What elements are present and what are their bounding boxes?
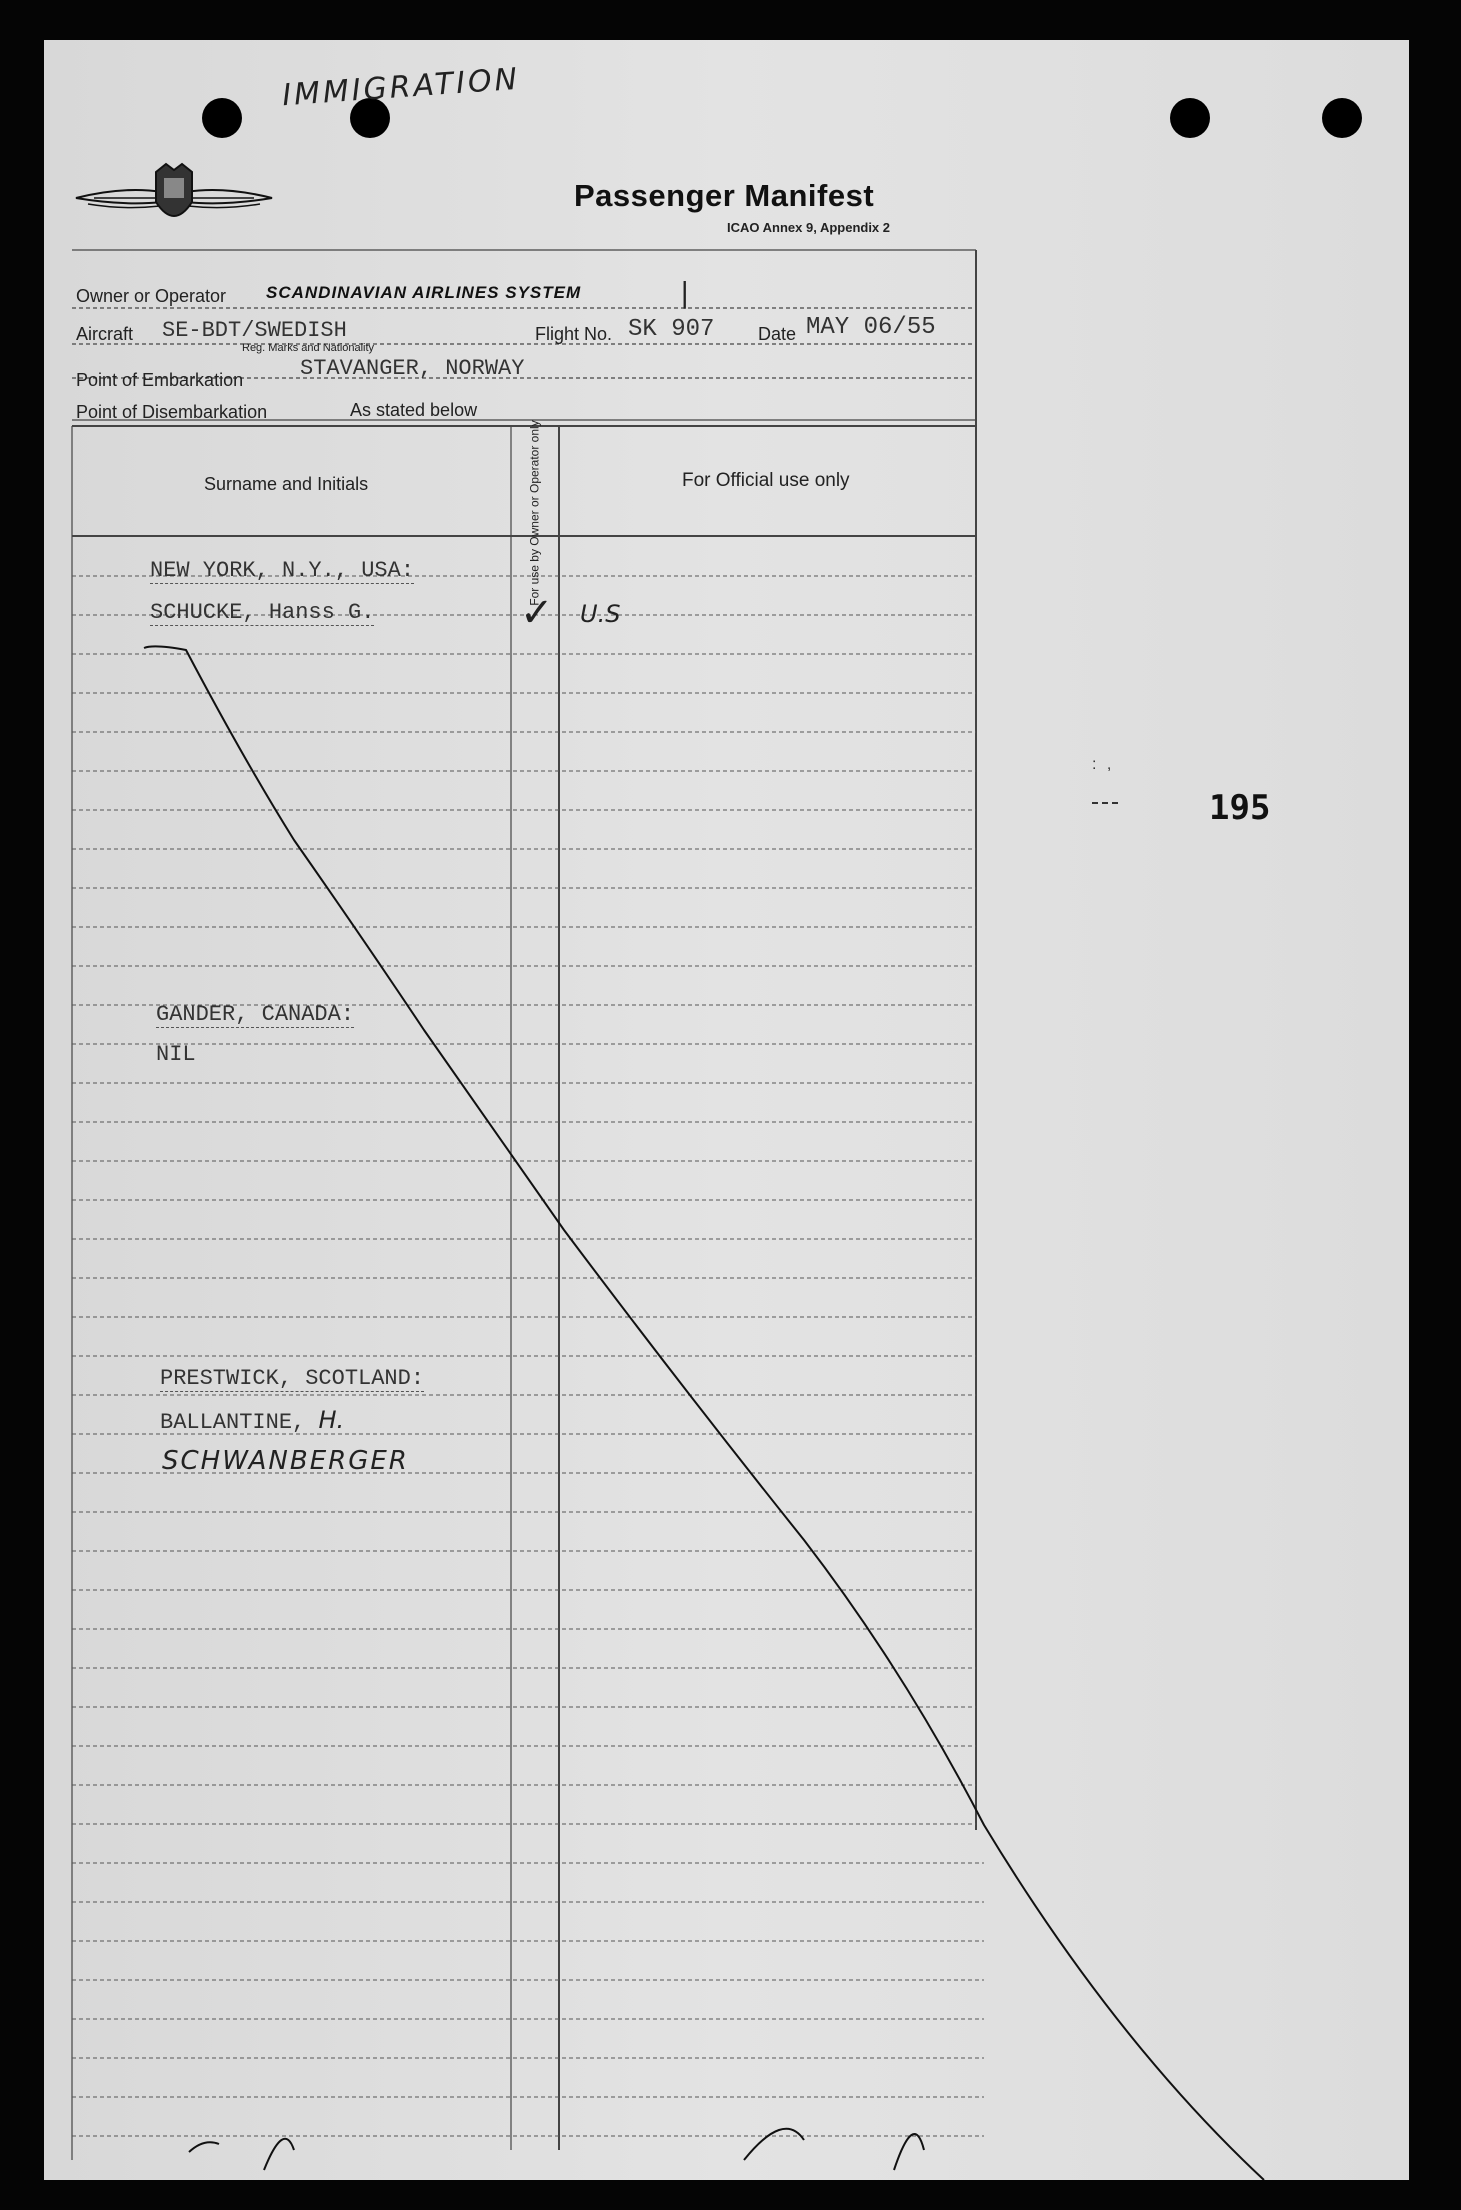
owner-column-header: For use by Owner or Operator only bbox=[527, 420, 542, 606]
owner-label: Owner or Operator bbox=[76, 286, 227, 306]
form-title: Passenger Manifest bbox=[574, 178, 875, 213]
newyork-official-note: U.S bbox=[580, 600, 621, 628]
prestwick-passenger-2: SCHWANBERGER bbox=[162, 1446, 409, 1476]
date-value: MAY 06/55 bbox=[806, 314, 936, 341]
gander-heading: GANDER, CANADA: bbox=[156, 1002, 355, 1027]
manifest-page bbox=[44, 40, 1409, 2180]
date-label: Date bbox=[758, 324, 797, 344]
prestwick-heading: PRESTWICK, SCOTLAND: bbox=[160, 1366, 425, 1391]
check-mark-icon: ✓ bbox=[520, 590, 554, 636]
margin-marks: : , bbox=[1092, 756, 1115, 773]
reg-marks-note: Reg. Marks and Nationality bbox=[242, 342, 375, 354]
margin-dash bbox=[1092, 802, 1118, 804]
surname-column-header: Surname and Initials bbox=[204, 474, 369, 494]
aircraft-value: SE-BDT/SWEDISH bbox=[162, 318, 347, 343]
newyork-heading: NEW YORK, N.Y., USA: bbox=[150, 558, 415, 583]
form-rules bbox=[44, 40, 1409, 2180]
gander-passenger: NIL bbox=[156, 1042, 196, 1067]
page-number: 195 bbox=[1209, 788, 1271, 828]
embarkation-label: Point of Embarkation bbox=[76, 370, 244, 390]
form-subtitle: ICAO Annex 9, Appendix 2 bbox=[727, 220, 891, 235]
immigration-note: IMMIGRATION bbox=[281, 61, 522, 114]
official-column-header: For Official use only bbox=[682, 470, 850, 491]
newyork-passenger: SCHUCKE, Hanss G. bbox=[150, 600, 375, 625]
disembarkation-value: As stated below bbox=[350, 400, 478, 420]
aircraft-label: Aircraft bbox=[76, 324, 134, 344]
prestwick-passenger-1: BALLANTINE, H. bbox=[160, 1406, 345, 1435]
owner-value: SCANDINAVIAN AIRLINES SYSTEM bbox=[266, 283, 582, 302]
embarkation-value: STAVANGER, NORWAY bbox=[300, 356, 525, 381]
disembarkation-label: Point of Disembarkation bbox=[76, 402, 268, 422]
owner-tick: | bbox=[680, 276, 690, 309]
flight-value: SK 907 bbox=[628, 316, 715, 343]
flight-label: Flight No. bbox=[535, 324, 613, 344]
